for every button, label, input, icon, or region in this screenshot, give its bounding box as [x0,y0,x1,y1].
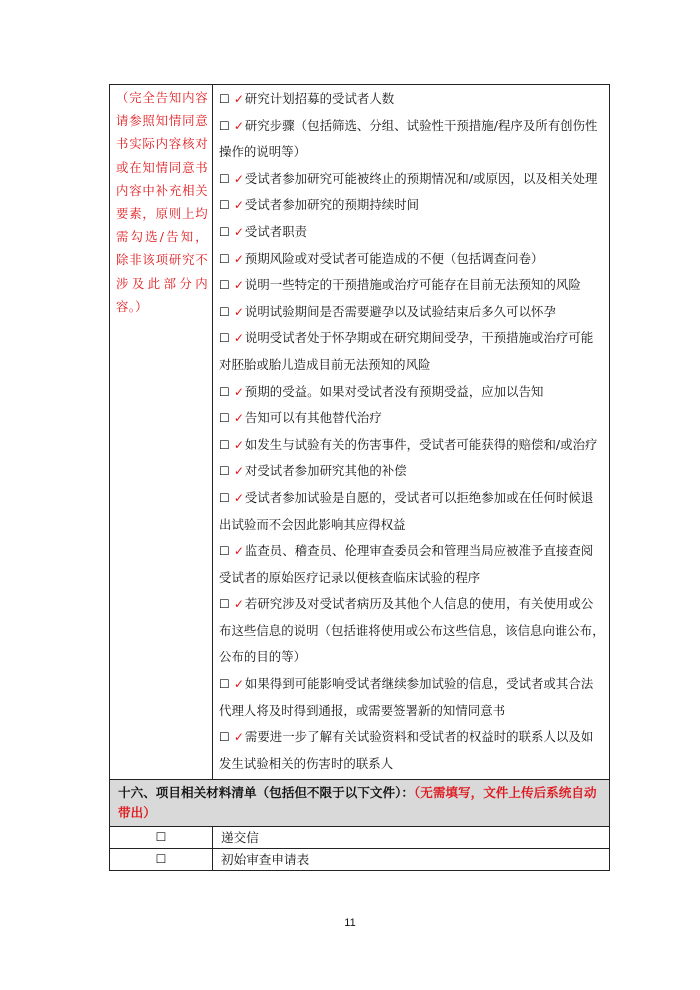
section16-title: 十六、项目相关材料清单（包括但不限于以下文件）： [118,785,414,801]
checklist-item-label: 说明受试者处于怀孕期或在研究期间受孕，干预措施或治疗可能对胚胎或胎儿造成目前无法预知的风险 [219,330,594,372]
checklist-item-label: 若研究涉及对受试者病历及其他个人信息的使用，有关使用或公布这些信息的说明（包括谁将使用或公布这些信息，该信息向谁公布，公布的目的等） [219,596,605,665]
consent-items-cell [213,85,610,780]
material-label: 初始审查申请表 [213,849,610,871]
checkmark-icon: ✓ [233,278,244,293]
material-label: 递交信 [213,827,610,849]
material-checkbox[interactable]: ☐ [110,849,213,871]
checkbox-icon[interactable]: ☐ [219,278,230,293]
material-row [110,849,610,871]
checklist-item [219,192,605,219]
checkmark-icon: ✓ [233,437,244,452]
checkmark-icon: ✓ [233,411,244,426]
checklist-item-label: 需要进一步了解有关试验资料和受试者的权益时的联系人以及如发生试验相关的伤害时的联系人 [219,729,594,771]
checklist-item [219,86,605,113]
checkbox-icon[interactable]: ☐ [219,730,230,745]
checklist-item-label: 受试者参加试验是自愿的，受试者可以拒绝参加或在任何时候退出试验而不会因此影响其应得权益 [219,489,594,532]
checkmark-icon: ✓ [233,331,244,346]
checklist-item-label: 如发生与试验有关的伤害事件，受试者可能获得的赔偿和/或治疗 [244,436,598,452]
page-number: 11 [344,917,356,929]
checkbox-icon[interactable]: ☐ [219,304,230,319]
consent-guidance-cell [110,85,213,780]
checklist-item-label: 说明试验期间是否需要避孕以及试验结束后多久可以怀孕 [244,303,556,319]
checklist-item [219,591,605,671]
checkmark-icon: ✓ [233,92,244,106]
checklist-item [219,325,605,378]
consent-checklist-table [109,84,610,871]
checklist-item-label: 受试者职责 [244,223,308,239]
checkmark-icon: ✓ [233,251,244,266]
checkbox-icon[interactable]: ☐ [219,490,230,505]
checklist-item [219,246,605,273]
checkmark-icon: ✓ [233,171,244,186]
material-checkbox[interactable]: ☐ [110,827,213,849]
checklist-item [219,724,605,777]
checkbox-icon[interactable]: ☐ [219,251,230,266]
checklist-item-label: 告知可以有其他替代治疗 [244,410,382,426]
checkbox-icon[interactable]: ☐ [219,464,230,479]
checklist-item [219,272,605,299]
checklist-item [219,538,605,591]
checkmark-icon: ✓ [233,677,244,692]
material-row [110,827,610,849]
checklist-item-label: 如果得到可能影响受试者继续参加试验的信息，受试者或其合法代理人将及时得到通报，或需要签署新的知情同意书 [219,676,594,718]
checkmark-icon: ✓ [233,464,244,479]
checklist-item-label: 预期的受益。如果对受试者没有预期受益，应加以告知 [244,383,544,399]
checklist-item [219,379,605,406]
checklist-item-label: 研究计划招募的受试者人数 [244,91,395,106]
checkbox-icon[interactable]: ☐ [219,597,230,612]
checkbox-icon[interactable]: ☐ [219,331,230,346]
checkbox-icon[interactable]: ☐ [219,118,230,133]
checklist-item-label: 研究步骤（包括筛选、分组、试验性干预措施/程序及所有创伤性操作的说明等） [219,117,598,160]
section16-note: （无需填写，文件上传后系统自动带出） [118,785,597,821]
checklist-item-label: 预期风险或对受试者可能造成的不便（包括调查问卷） [244,250,544,266]
checklist-item [219,113,605,166]
checkmark-icon: ✓ [233,490,244,505]
checklist-item [219,219,605,246]
checklist-item [219,405,605,432]
checklist-item-label: 受试者参加研究的预期持续时间 [244,197,420,213]
checkbox-icon[interactable]: ☐ [219,677,230,692]
checklist-item-label: 受试者参加研究可能被终止的预期情况和/或原因，以及相关处理 [244,170,598,186]
checklist-item [219,671,605,724]
checkmark-icon: ✓ [233,730,244,745]
checkmark-icon: ✓ [233,544,244,559]
checklist-item [219,485,605,538]
checkmark-icon: ✓ [233,224,244,239]
checklist-item-label: 对受试者参加研究其他的补偿 [244,463,407,479]
checklist-item-label: 监查员、稽查员、伦理审查委员会和管理当局应被准予直接查阅受试者的原始医疗记录以便核查临床试验的程序 [219,543,594,585]
checkmark-icon: ✓ [233,198,244,213]
section16-header [110,780,610,827]
checklist-item [219,458,605,485]
checkbox-icon[interactable]: ☐ [219,411,230,426]
checkbox-icon[interactable]: ☐ [219,384,230,399]
section16-header-row [110,780,610,827]
checkbox-icon[interactable]: ☐ [219,92,230,106]
checkmark-icon: ✓ [233,597,244,612]
checklist-item [219,299,605,326]
checklist-item [219,166,605,193]
consent-guidance-note: （完全告知内容请参照知情同意书实际内容核对或在知情同意书内容中补充相关要素，原则上均需勾选/告知，除非该项研究不涉及此部分内容。） [116,90,208,314]
checkbox-icon[interactable]: ☐ [219,198,230,213]
checklist-item [219,432,605,459]
checkbox-icon[interactable]: ☐ [219,544,230,559]
checkmark-icon: ✓ [233,118,244,133]
checkbox-icon[interactable]: ☐ [219,171,230,186]
checklist-item-label: 说明一些特定的干预措施或治疗可能存在目前无法预知的风险 [244,277,581,293]
checkmark-icon: ✓ [233,384,244,399]
checkmark-icon: ✓ [233,304,244,319]
checkbox-icon[interactable]: ☐ [219,437,230,452]
consent-checklist [219,86,605,777]
checkbox-icon[interactable]: ☐ [219,224,230,239]
